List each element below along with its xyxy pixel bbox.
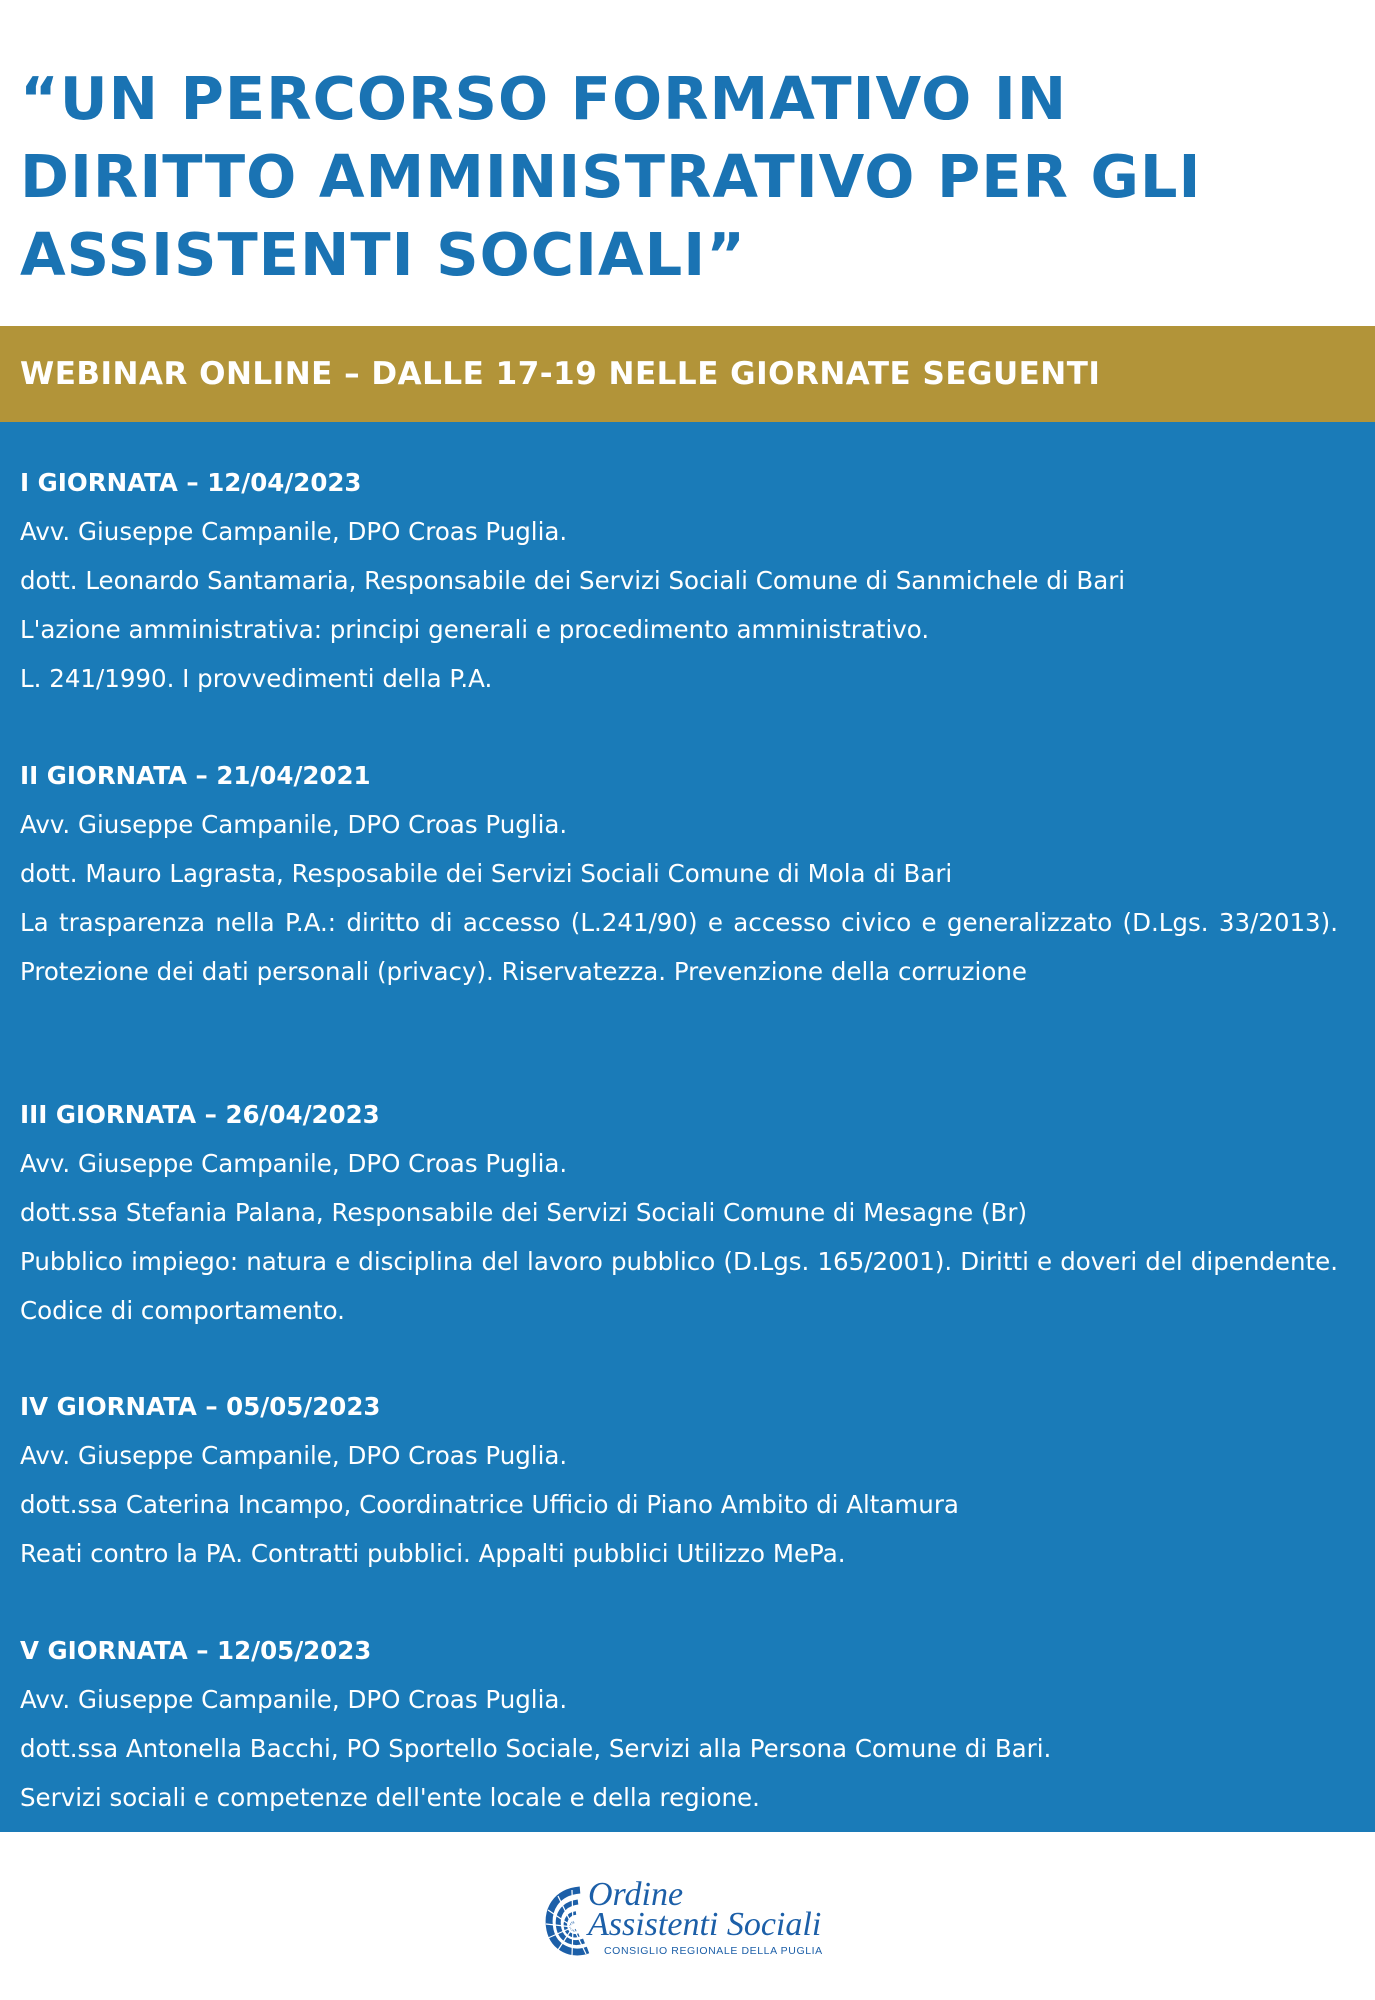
day-3-speaker-2: dott.ssa Stefania Palana, Responsabile dei Servizi Sociali Comune di Mesagne (Br) [20,1198,1028,1227]
title-heading [20,60,1350,294]
ordine-assistenti-sociali-logo [540,1876,860,1970]
day-3 [20,1090,1338,1335]
day-2-header: II GIORNATA – 21/04/2021 [20,761,371,790]
day-1-topic-2: L. 241/1990. I provvedimenti della P.A. [20,664,493,693]
webinar-banner [0,326,1375,422]
day-1 [20,458,1338,703]
logo-line-1: Ordine [588,1876,684,1913]
day-2 [20,751,1338,996]
program-section [0,422,1375,1832]
page-title [20,60,1350,294]
day-5-speaker-2: dott.ssa Antonella Bacchi, PO Sportello Sociale, Servizi alla Persona Comune di Bari. [20,1734,1052,1763]
day-4-header: IV GIORNATA – 05/05/2023 [20,1392,381,1421]
day-4-topic: Reati contro la PA. Contratti pubblici. Appalti pubblici Utilizzo MePa. [20,1539,846,1568]
day-3-topic: Pubblico impiego: natura e disciplina del lavoro pubblico (D.Lgs. 165/2001). Diritti e doveri del dipendente. Codice di comportamento. [20,1247,1338,1325]
title-line-3: ASSISTENTI SOCIALI” [20,220,746,289]
day-3-header: III GIORNATA – 26/04/2023 [20,1100,380,1129]
day-4 [20,1382,1338,1578]
logo-line-2: Assistenti Sociali [588,1906,822,1943]
day-1-topic-1: L'azione amministrativa: principi generali e procedimento amministrativo. [20,615,930,644]
day-5-header: V GIORNATA – 12/05/2023 [20,1636,372,1665]
day-1-speaker-2: dott. Leonardo Santamaria, Responsabile dei Servizi Sociali Comune di Sanmichele di Bari [20,566,1126,595]
day-5-speaker-1: Avv. Giuseppe Campanile, DPO Croas Puglia. [20,1685,568,1714]
title-line-1: “UN PERCORSO FORMATIVO IN [20,64,1068,133]
logo-subtitle: CONSIGLIO REGIONALE DELLA PUGLIA [604,1945,823,1957]
day-4-speaker-2: dott.ssa Caterina Incampo, Coordinatrice Ufficio di Piano Ambito di Altamura [20,1490,959,1519]
day-1-header: I GIORNATA – 12/04/2023 [20,468,362,497]
day-2-topic: La trasparenza nella P.A.: diritto di accesso (L.241/90) e accesso civico e generalizzato (D.Lgs. 33/2013). Protezione dei dati personali (privacy). Riservatezza. Prevenzione della corruzione [20,908,1338,986]
day-4-speaker-1: Avv. Giuseppe Campanile, DPO Croas Puglia. [20,1441,568,1470]
title-line-2: DIRITTO AMMINISTRATIVO PER GLI [20,142,1202,211]
day-2-speaker-2: dott. Mauro Lagrasta, Resposabile dei Servizi Sociali Comune di Mola di Bari [20,859,953,888]
day-1-speaker-1: Avv. Giuseppe Campanile, DPO Croas Puglia. [20,517,568,546]
day-5-topic: Servizi sociali e competenze dell'ente locale e della regione. [20,1783,760,1812]
day-3-speaker-1: Avv. Giuseppe Campanile, DPO Croas Puglia. [20,1149,568,1178]
day-5 [20,1626,1338,1822]
webinar-banner-text: WEBINAR ONLINE – DALLE 17-19 NELLE GIORNATE SEGUENTI [20,356,1101,392]
day-2-speaker-1: Avv. Giuseppe Campanile, DPO Croas Puglia. [20,810,568,839]
